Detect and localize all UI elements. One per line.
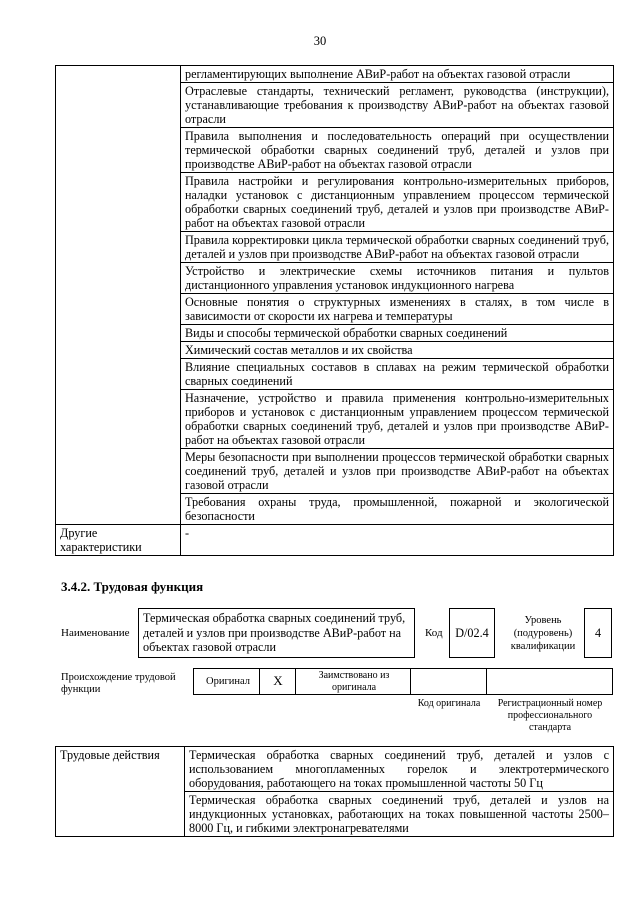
table-row: [56, 66, 614, 83]
knowledge-table: [55, 65, 614, 556]
knowledge-item: Химический состав металлов и их свойства: [181, 342, 614, 359]
knowledge-item: Правила корректировки цикла термической обработки сварных соединений труб, деталей и узлов при производстве АВиР-работ на объектах газовой отрасли: [181, 232, 614, 263]
labor-actions-label: Трудовые действия: [56, 747, 185, 837]
table-row: [56, 525, 614, 556]
knowledge-item: Отраслевые стандарты, технический регламент, руководства (инструкции), устанавливающие требования к производству АВиР-работ на объектах газовой отрасли: [181, 83, 614, 128]
origin-divider-4: [411, 668, 487, 695]
table-row: [56, 747, 614, 792]
code-label: Код: [425, 627, 443, 639]
level-label: Уровень (подуровень) квалификации: [510, 615, 576, 652]
code-original-caption: Код оригинала: [417, 698, 481, 709]
labor-action-item: Термическая обработка сварных соединений труб, деталей и узлов с использованием многопламенных горелок и электротермического оборудования, работающего на токах промышленной частоты 50 Гц: [185, 747, 614, 792]
knowledge-item: Требования охраны труда, промышленной, пожарной и экологической безопасности: [181, 494, 614, 525]
section-heading: 3.4.2. Трудовая функция: [61, 579, 204, 594]
other-characteristics-label: Другие характеристики: [56, 525, 181, 556]
knowledge-item: Виды и способы термической обработки сварных соединений: [181, 325, 614, 342]
labor-actions-table: [55, 746, 614, 837]
borrowed-label: Заимствовано из оригинала: [318, 670, 390, 693]
knowledge-item: Устройство и электрические схемы источников питания и пультов дистанционного управления установок индукционного нагрева: [181, 263, 614, 294]
knowledge-item: Правила выполнения и последовательность операций при осуществлении термической обработки сварных соединений труб, деталей и узлов при производстве АВиР-работ на объектах газовой отрасли: [181, 128, 614, 173]
labor-action-item: Термическая обработка сварных соединений труб, деталей и узлов на индукционных установках, работающих на токах повышенной частоты 2500–8000 Гц, и гибкими электронагревателями: [185, 792, 614, 837]
reg-number-caption: Регистрационный номер профессионального стандарта: [497, 698, 603, 733]
level-value: 4: [594, 626, 602, 640]
original-mark: X: [273, 673, 283, 688]
name-label: Наименование: [61, 627, 130, 639]
page-number: 30: [313, 34, 327, 48]
knowledge-item: Назначение, устройство и правила применения контрольно-измерительных приборов и установок с дистанционным управлением процессом термической обработки сварных соединений труб, деталей и узлов при производстве АВиР-работ на объектах газовой отрасли: [181, 390, 614, 449]
knowledge-item: Основные понятия о структурных изменениях в сталях, в том числе в зависимости от скорости их нагрева и температуры: [181, 294, 614, 325]
knowledge-item: Правила настройки и регулирования контрольно-измерительных приборов, наладки установок с дистанционным управлением процессом термической обработки сварных соединений труб, деталей и узлов при производстве АВиР-работ на объектах газовой отрасли: [181, 173, 614, 232]
knowledge-item: Влияние специальных составов в сплавах на режим термической обработки сварных соединений: [181, 359, 614, 390]
function-code: D/02.4: [455, 626, 489, 640]
other-characteristics-value: -: [181, 525, 614, 556]
knowledge-item: регламентирующих выполнение АВиР-работ на объектах газовой отрасли: [181, 66, 614, 83]
origin-label: Происхождение трудовой функции: [61, 672, 176, 695]
function-name: Термическая обработка сварных соединений труб, деталей и узлов при производстве АВиР-работ на объектах газовой отрасли: [143, 611, 406, 654]
knowledge-item: Меры безопасности при выполнении процессов термической обработки сварных соединений труб, деталей и узлов при производстве АВиР-работ на объектах газовой отрасли: [181, 449, 614, 494]
original-label: Оригинал: [206, 676, 250, 687]
left-empty-cell: [56, 66, 181, 525]
